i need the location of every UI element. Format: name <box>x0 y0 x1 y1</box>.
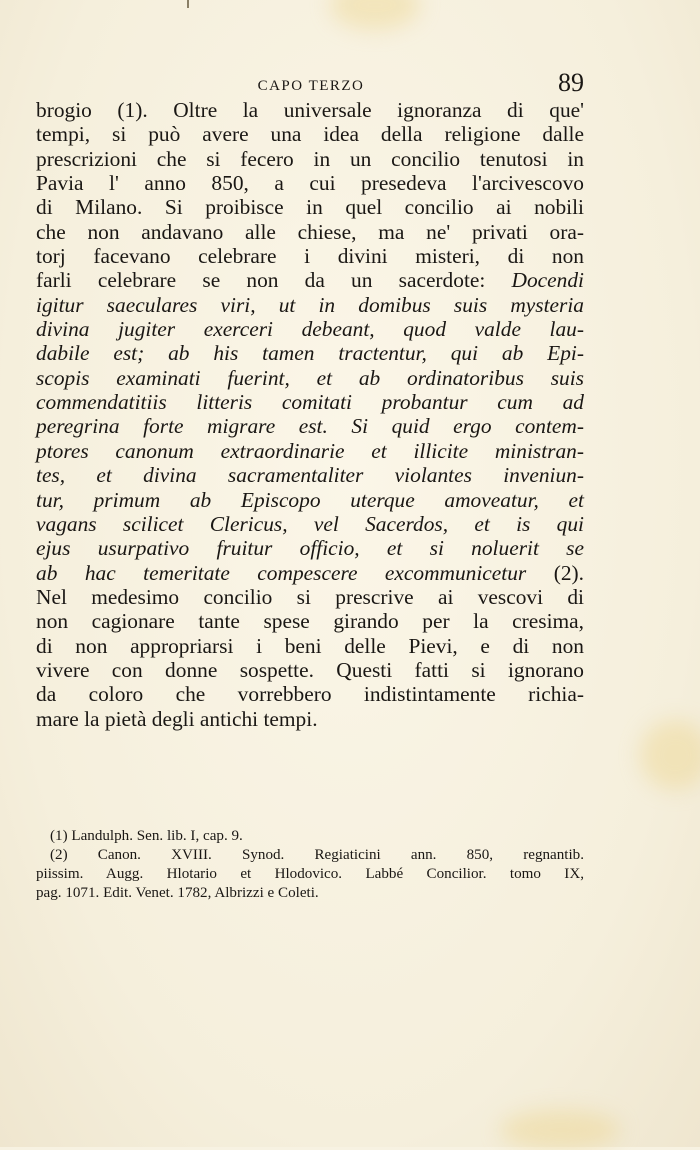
footnote-continuation: piissim. Augg. Hlotario et Hlodovico. Labbé Concilior. tomo IX, <box>36 866 584 882</box>
text-line: vivere con donne sospette. Questi fatti si ignorano <box>36 657 584 682</box>
running-head: CAPO TERZO <box>257 78 365 94</box>
text-line-italic: commendatitiis litteris comitati probantur cum ad <box>36 390 584 415</box>
body-text <box>36 98 584 731</box>
text-line-italic: igitur saeculares viri, ut in domibus suis mysteria <box>36 292 584 317</box>
footnote: (1) Landulph. Sen. lib. I, cap. 9. <box>50 828 243 844</box>
text-line: che non andavano alle chiese, ma ne' privati ora- <box>36 219 584 244</box>
roman-text: farli celebrare se non da un sacerdote: <box>36 268 512 293</box>
text-line: torj facevano celebrare i divini misteri, di non <box>36 244 584 269</box>
text-line: di non appropriarsi i beni delle Pievi, e di non <box>36 633 584 658</box>
text-line-italic: vagans scilicet Clericus, vel Sacerdos, et is qui <box>36 511 584 536</box>
text-line-mixed <box>36 268 584 292</box>
page-mark <box>187 0 189 8</box>
footnote-continuation: pag. 1071. Edit. Venet. 1782, Albrizzi e Coleti. <box>36 885 319 901</box>
paper-stain <box>500 1110 620 1150</box>
text-line: non cagionare tante spese girando per la cresima, <box>36 609 584 634</box>
roman-text: (2). <box>526 560 584 585</box>
text-line-italic: ejus usurpativo fruitur officio, et si noluerit se <box>36 536 584 561</box>
text-line-italic: scopis examinati fuerint, et ab ordinatoribus suis <box>36 365 584 390</box>
text-line-italic: tes, et divina sacramentaliter violantes inveniun- <box>36 463 584 488</box>
text-line-italic: ptores canonum extraordinarie et illicite ministran- <box>36 438 584 463</box>
text-line: mare la pietà degli antichi tempi. <box>36 706 318 731</box>
text-line: tempi, si può avere una idea della religione dalle <box>36 122 584 147</box>
footnotes <box>36 827 584 903</box>
italic-text: Docendi <box>511 268 584 293</box>
text-line-italic: peregrina forte migrare est. Si quid ergo contem- <box>36 414 584 439</box>
text-line: di Milano. Si proibisce in quel concilio ai nobili <box>36 195 584 220</box>
text-line: Nel medesimo concilio si prescrive ai vescovi di <box>36 584 584 609</box>
text-line: prescrizioni che si fecero in un concilio tenutosi in <box>36 146 584 171</box>
page-number: 89 <box>558 68 584 97</box>
text-line-italic: tur, primum ab Episcopo uterque amoveatur, et <box>36 487 584 512</box>
text-line-italic: dabile est; ab his tamen tractentur, qui ab Epi- <box>36 341 584 366</box>
text-line-italic: divina jugiter exerceri debeant, quod valde lau- <box>36 317 584 342</box>
paper-stain <box>640 720 700 790</box>
italic-text: ab hac temeritate compescere excommunicetur <box>36 560 527 585</box>
text-line: Pavia l' anno 850, a cui presedeva l'arcivescovo <box>36 171 584 196</box>
text-line: brogio (1). Oltre la universale ignoranza di que' <box>36 98 584 122</box>
text-line-mixed <box>36 561 584 585</box>
footnote: (2) Canon. XVIII. Synod. Regiaticini ann. 850, regnantib. <box>50 847 584 863</box>
text-line: da coloro che vorrebbero indistintamente richia- <box>36 682 584 707</box>
paper-stain <box>330 0 420 30</box>
